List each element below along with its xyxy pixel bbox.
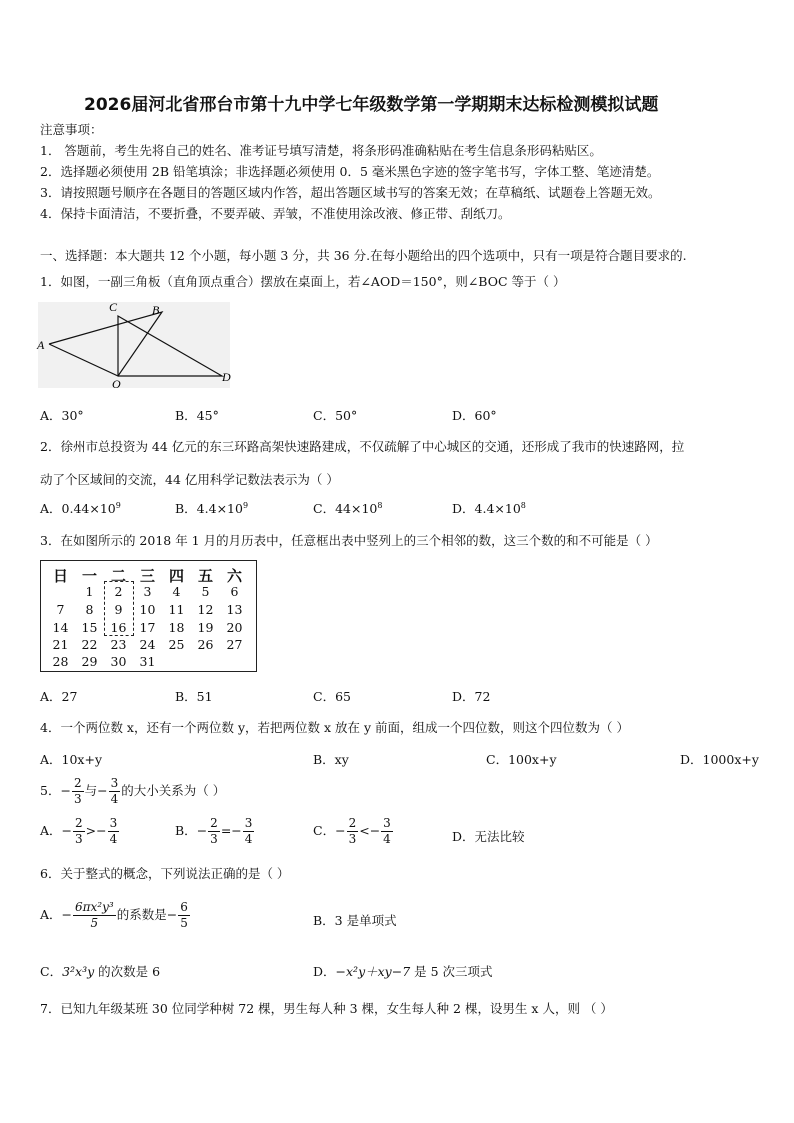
calendar-cell: 18 <box>168 620 185 635</box>
q2-option-b[interactable] <box>175 499 248 517</box>
q2-option-d-label: D．4.4×10 <box>452 501 521 516</box>
q3-option-c[interactable]: C．65 <box>313 689 351 704</box>
weekday-wed: 三 <box>139 567 155 585</box>
triangle-figure <box>36 298 236 393</box>
q3-option-b[interactable]: B．51 <box>175 689 213 704</box>
question-2-stem-line1: 2．徐州市总投资为 44 亿元的东三环路高架快速路建成，不仅疏解了中心城区的交通，还形成了我市的快速路网，拉 <box>40 439 685 454</box>
q5-option-d[interactable]: D．无法比较 <box>452 829 525 844</box>
q1-option-c[interactable]: C．50° <box>313 408 358 423</box>
weekday-fri: 五 <box>197 567 213 585</box>
label-A: A <box>37 338 45 352</box>
calendar-cell: 12 <box>197 602 214 617</box>
calendar-cell: 16 <box>110 620 127 635</box>
q4-option-c[interactable]: C．100x+y <box>486 752 557 767</box>
q5-option-c[interactable]: C．− $\frac{2}{3}$ <− $\frac{3}{4}$ <box>313 816 391 846</box>
weekday-sat: 六 <box>226 567 242 585</box>
q6-option-d[interactable]: D．−x²y＋xy−7 是 5 次三项式 <box>313 964 493 979</box>
q2-option-c-label: C．44×10 <box>313 501 378 516</box>
weekday-sun: 日 <box>52 567 68 585</box>
q6-option-a[interactable]: A．− $\frac{\text{6πx²y³}}{5}$ 的系数是− $\frac{6}{5}$ <box>40 900 188 930</box>
q2-option-c[interactable] <box>313 499 382 517</box>
calendar-cell: 17 <box>139 620 156 635</box>
calendar-cell: 5 <box>201 584 210 599</box>
calendar-cell: 22 <box>81 637 98 652</box>
q3-option-a[interactable]: A．27 <box>40 689 78 704</box>
section-heading: 一、选择题：本大题共 12 个小题，每小题 3 分，共 36 分.在每小题给出的四个选项中，只有一项是符合题目要求的. <box>40 248 687 263</box>
calendar-cell: 6 <box>230 584 239 599</box>
q6-option-c[interactable]: C．3²x³y 的次数是 6 <box>40 964 161 979</box>
calendar-cell: 3 <box>143 584 152 599</box>
q4-option-d[interactable]: D．1000x+y <box>680 752 759 767</box>
page-title: 2026届河北省邢台市第十九中学七年级数学第一学期期末达标检测模拟试题 <box>84 95 659 115</box>
calendar-cell: 31 <box>139 654 156 669</box>
q3-option-d[interactable]: D．72 <box>452 689 491 704</box>
notice-item-1: 1． 答题前，考生先将自己的姓名、准考证号填写清楚，将条形码准确粘贴在考生信息条形码粘贴区。 <box>40 143 602 158</box>
label-C: C <box>109 300 118 314</box>
calendar-cell: 8 <box>85 602 94 617</box>
calendar-cell: 25 <box>168 637 185 652</box>
q5-option-b[interactable]: B．− $\frac{2}{3}$ =− $\frac{3}{4}$ <box>175 816 253 846</box>
calendar-cell: 2 <box>114 584 123 599</box>
calendar-cell: 30 <box>110 654 127 669</box>
calendar-cell: 13 <box>226 602 243 617</box>
q2-option-a-label: A．0.44×10 <box>40 501 116 516</box>
weekday-thu: 四 <box>168 567 184 585</box>
q2-option-a[interactable] <box>40 499 121 517</box>
question-7-stem: 7．已知九年级某班 30 位同学种树 72 棵，男生每人种 3 棵，女生每人种 2 棵，设男生 x 人，则 （ ） <box>40 1001 613 1016</box>
calendar-cell: 27 <box>226 637 243 652</box>
question-4-stem: 4．一个两位数 x，还有一个两位数 y，若把两位数 x 放在 y 前面，组成一个四位数，则这个四位数为（ ） <box>40 720 629 735</box>
calendar-cell: 4 <box>172 584 181 599</box>
question-3-stem: 3．在如图所示的 2018 年 1 月的月历表中，任意框出表中竖列上的三个相邻的数，这三个数的和不可能是（ ） <box>40 533 658 548</box>
question-1-stem: 1．如图，一副三角板（直角顶点重合）摆放在桌面上，若∠AOD＝150°，则∠BOC 等于（ ） <box>40 274 566 289</box>
q5-fraction-1: $\frac{2}{3}$ <box>73 776 82 806</box>
calendar-cell: 24 <box>139 637 156 652</box>
q1-option-a[interactable]: A．30° <box>40 408 84 423</box>
q2-option-c-exp: 8 <box>377 500 383 510</box>
q2-option-d-exp: 8 <box>520 500 526 510</box>
notice-item-2: 2．选择题必须使用 2B 铅笔填涂；非选择题必须使用 0．5 毫米黑色字迹的签字笔书写，字体工整、笔迹清楚。 <box>40 164 660 179</box>
q5-option-a[interactable]: A．− $\frac{2}{3}$ >− $\frac{3}{4}$ <box>40 816 118 846</box>
calendar-cell: 15 <box>81 620 98 635</box>
calendar-cell: 10 <box>139 602 156 617</box>
question-6-stem: 6．关于整式的概念，下列说法正确的是（ ） <box>40 866 290 881</box>
calendar-cell: 1 <box>85 584 94 599</box>
q5-fraction-2: $\frac{3}{4}$ <box>110 776 119 806</box>
q4-option-b[interactable]: B．xy <box>313 752 349 767</box>
notice-item-4: 4．保持卡面清洁，不要折叠，不要弄破、弄皱，不准使用涂改液、修正带、刮纸刀。 <box>40 206 511 221</box>
calendar-cell: 21 <box>52 637 69 652</box>
notice-heading: 注意事项： <box>40 122 103 137</box>
q2-option-b-label: B．4.4×10 <box>175 501 243 516</box>
label-D: D <box>222 370 231 384</box>
question-2-stem-line2: 动了个区域间的交流，44 亿用科学记数法表示为（ ） <box>40 472 339 487</box>
calendar-cell: 20 <box>226 620 243 635</box>
weekday-tue: 二 <box>110 567 126 585</box>
q4-option-a[interactable]: A．10x+y <box>40 752 103 767</box>
q2-option-d[interactable] <box>452 499 526 517</box>
calendar-cell: 7 <box>56 602 65 617</box>
weekday-mon: 一 <box>81 567 97 585</box>
calendar-cell: 23 <box>110 637 127 652</box>
question-5-stem: 5．− $\frac{2}{3}$ 与− $\frac{3}{4}$ 的大小关系为（ ） <box>40 776 226 806</box>
selection-dashed-box <box>104 581 134 636</box>
calendar-cell: 14 <box>52 620 69 635</box>
calendar-cell: 9 <box>114 602 123 617</box>
calendar-cell: 28 <box>52 654 69 669</box>
q1-option-d[interactable]: D．60° <box>452 408 497 423</box>
label-O: O <box>112 377 121 391</box>
notice-item-3: 3．请按照题号顺序在各题目的答题区域内作答，超出答题区域书写的答案无效；在草稿纸、试题卷上答题无效。 <box>40 185 661 200</box>
q2-option-a-exp: 9 <box>115 500 121 510</box>
q1-option-b[interactable]: B．45° <box>175 408 219 423</box>
calendar-cell: 11 <box>168 602 185 617</box>
calendar-cell: 19 <box>197 620 214 635</box>
calendar-cell: 29 <box>81 654 98 669</box>
q2-option-b-exp: 9 <box>242 500 249 510</box>
q6-option-b[interactable]: B．3 是单项式 <box>313 913 397 928</box>
label-B: B <box>152 303 160 317</box>
calendar-cell: 26 <box>197 637 214 652</box>
calendar-table <box>40 560 257 672</box>
q5-number: 5． <box>40 783 61 798</box>
